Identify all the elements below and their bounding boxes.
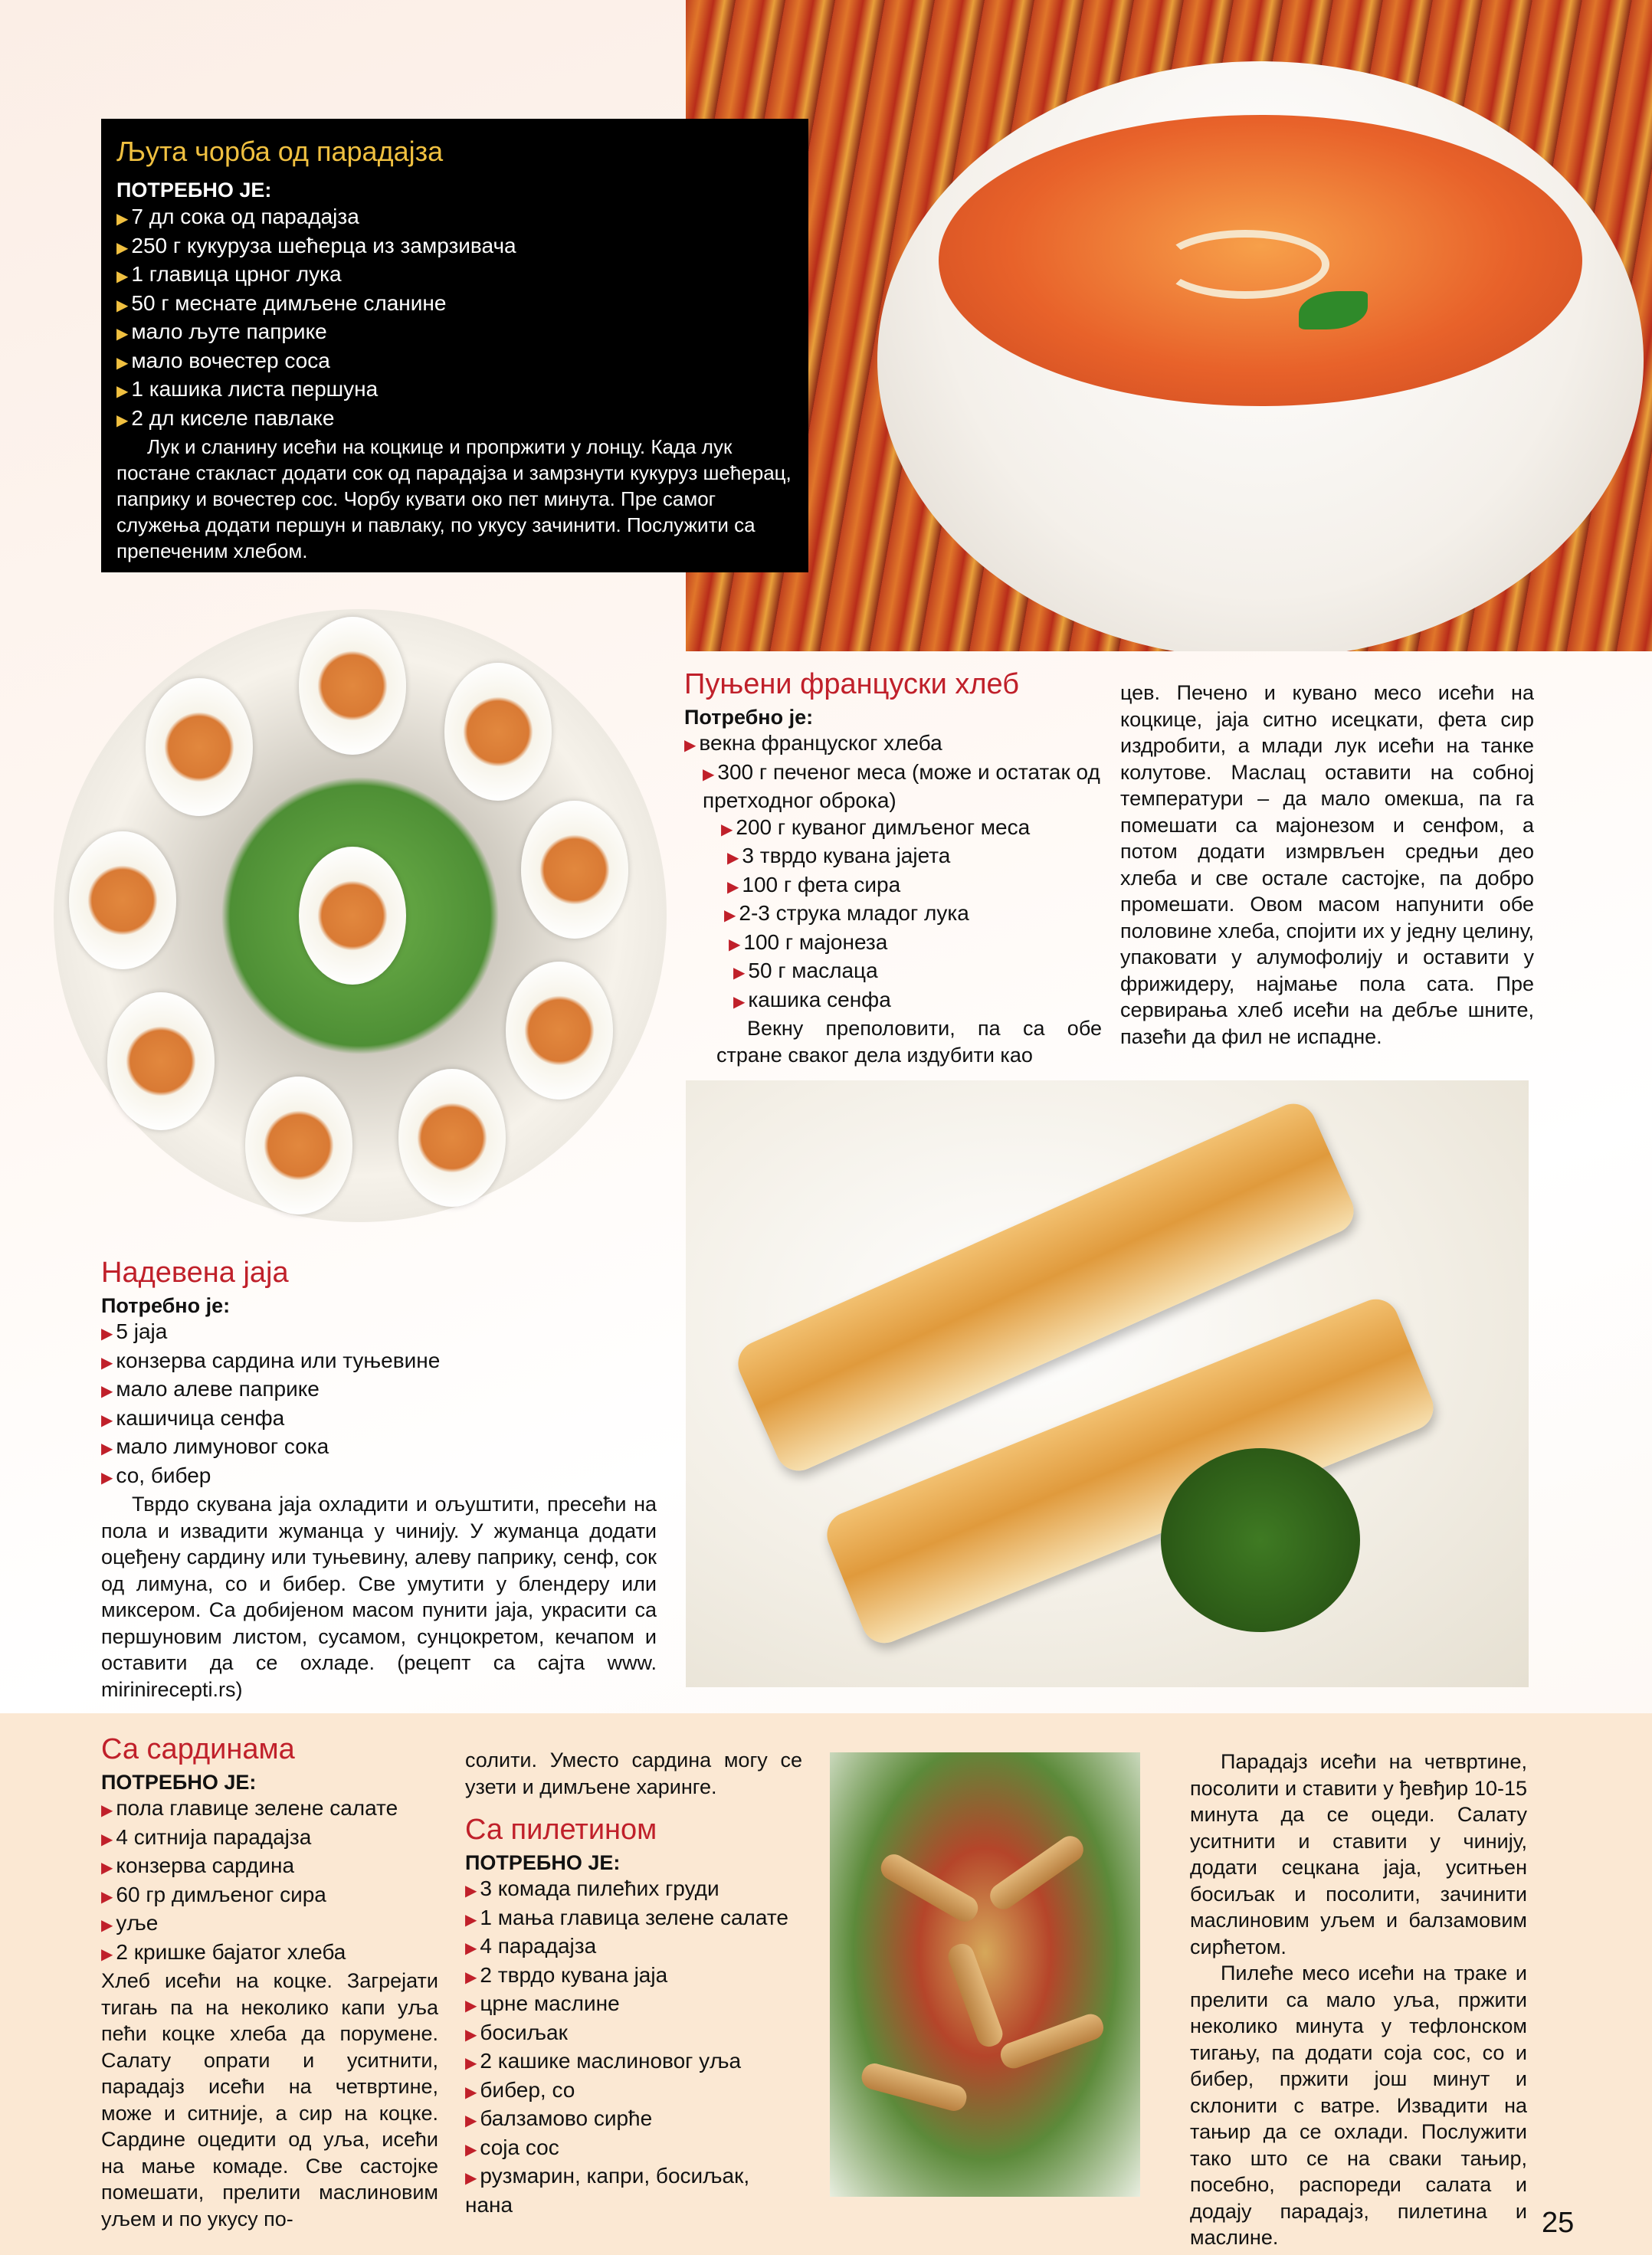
bullet-icon: ▶ [465,1940,477,1957]
bread-needed-label: Потребно је: [684,706,814,729]
list-item: ▶ 250 г кукуруза шећерца из замрзивача [116,233,516,257]
bullet-icon: ▶ [116,411,129,429]
tomato-soup-photo [686,0,1652,651]
list-item: ▶ рузмарин, капри, босиљак, нана [465,2164,750,2217]
list-item: ▶ 1 мања главица зелене салате [465,1905,788,1929]
list-item: ▶ 200 г куваног димљеног меса [721,814,1031,839]
list-item: ▶ кашичица сенфа [101,1405,285,1430]
bullet-icon: ▶ [116,268,129,285]
sardines-method-cont: солити. Уместо сардина могу се узети и димљене харинге. [465,1749,802,1798]
bullet-icon: ▶ [703,765,715,783]
list-item: ▶ векна француског хлеба [684,731,942,755]
egg-half [398,1069,506,1207]
bullet-icon: ▶ [116,239,129,257]
sardines-ingredients [101,1795,438,1968]
egg-half [69,831,176,969]
chicken-strip [945,1940,1006,2050]
bullet-icon: ▶ [465,2026,477,2044]
bread-ingredients [684,730,1102,1015]
eggs-needed-label: Потребно је: [101,1294,231,1317]
bullet-icon: ▶ [101,1917,113,1934]
bullet-icon: ▶ [721,821,733,838]
bread-title: Пуњени француски хлеб [684,668,1019,700]
bullet-icon: ▶ [465,1883,477,1899]
chicken-method-column [1190,1749,1527,2251]
bullet-icon: ▶ [116,326,129,343]
soup-ingredients [116,204,793,434]
chicken-strip [985,1831,1088,1914]
egg-half [107,992,215,1130]
eggs-recipe [101,1257,657,1703]
egg-half [506,962,613,1100]
egg-half [245,1077,352,1214]
eggs-ingredients [101,1319,657,1491]
chicken-salad-photo [830,1752,1140,2197]
stuffed-bread-photo [686,1080,1529,1687]
bullet-icon: ▶ [101,1888,113,1906]
chicken-method-p1: Парадајз исећи на четвртине, посолити и ставити у ђевђир 10-15 минута да се оцеди. Салату уситнити и ставити у чинију, додати сецкана јаја, уситњен босиљак и посолити, зачинити маслиновим уљем и балзамовим сирћетом. [1190,1750,1527,1958]
bullet-icon: ▶ [465,1911,477,1929]
list-item: ▶ 100 г мајонеза [729,929,888,954]
bullet-icon: ▶ [729,936,741,953]
eggs-title: Надевена јаја [101,1257,289,1289]
list-item: ▶ мало лимуновог сока [101,1434,329,1458]
list-item: ▶ бибер, со [465,2077,575,2102]
parsley-garnish [1161,1448,1360,1632]
soup-title: Љута чорба од парадајза [116,136,444,167]
list-item: ▶ 4 парадајза [465,1934,597,1958]
list-item: ▶ со, бибер [101,1463,211,1487]
list-item: ▶ 2 дл киселе павлаке [116,405,335,430]
bullet-icon: ▶ [116,297,129,314]
bullet-icon: ▶ [101,1383,113,1400]
bullet-icon: ▶ [116,211,129,228]
bullet-icon: ▶ [465,1998,477,2014]
list-item: ▶ кашика сенфа [733,987,891,1011]
egg-half [299,847,406,985]
bread-recipe-col2 [1120,680,1534,1050]
list-item: ▶ конзерва сардина [101,1853,295,1877]
list-item: ▶ мало алеве паприке [101,1377,320,1401]
list-item: ▶ пола главице зелене салате [101,1796,398,1820]
sardines-title: Са сардинама [101,1733,295,1765]
soup-method: Лук и сланину исећи на коцкице и пропржити у лонцу. Када лук постане стакласт додати сок од парадајза и замрзнути кукуруз шећерац, паприку и вочестер сос. Чорбу кувати око пет минута. Пре самог служења додати першун и павлаку, по укусу зачинити. Послужити са препеченим хлебом. [116,435,792,562]
chicken-ingredients [465,1876,802,2218]
bullet-icon: ▶ [101,1860,113,1876]
bullet-icon: ▶ [101,1831,113,1848]
list-item: ▶ 1 кашика листа першуна [116,377,379,401]
bullet-icon: ▶ [101,1469,113,1486]
list-item: ▶ 60 гр димљеног сира [101,1882,326,1906]
bread-method-start: Векну преполовити, па са обе стране сваког дела издубити као [716,1017,1102,1067]
bullet-icon: ▶ [733,993,746,1011]
bullet-icon: ▶ [101,1441,113,1457]
eggs-method: Тврдо скувана јаја охладити и ољуштити, пресећи на пола и извадити жуманца у чинију. У жуманца додати оцеђену сардину или туњевину, алеву паприку, сенф, сок од лимуна, со и бибер. Све умутити у блендеру или миксером. Са добијеном масом пунити јаја, украсити са першуновим листом, сусамом, сунцокретом, кечапом и оставити да се охладе. (рецепт са сајта www. mirinirecepti.rs) [101,1493,657,1701]
egg-half [299,617,406,755]
list-item: ▶ уље [101,1911,159,1935]
list-item: ▶ 3 комада пилећих груди [465,1876,719,1900]
bullet-icon: ▶ [727,878,739,896]
bread-recipe-col1 [684,668,1102,1068]
list-item: ▶ 2 кашике маслиновог уља [465,2049,742,2073]
bullet-icon: ▶ [101,1326,113,1342]
middle-column [465,1747,802,2218]
bullet-icon: ▶ [465,2112,477,2129]
chicken-strip [997,2011,1106,2072]
list-item: ▶ балзамово сирће [465,2106,653,2130]
cream-swirl [1161,230,1329,299]
list-item: ▶ 3 тврдо кувана јајета [727,844,951,867]
soup-recipe-box [101,119,808,572]
list-item: ▶ 7 дл сока од парадајза [116,205,359,228]
list-item: ▶ 5 јаја [101,1319,168,1343]
bullet-icon: ▶ [101,1411,113,1429]
bullet-icon: ▶ [727,850,739,867]
egg-half [521,801,628,939]
chicken-needed-label: ПОТРЕБНО ЈЕ: [465,1851,621,1874]
sardines-needed-label: ПОТРЕБНО ЈЕ: [101,1771,257,1794]
list-item: ▶ 1 главица црног лука [116,262,342,286]
list-item: ▶ соја сос [465,2135,559,2159]
chicken-method-p2: Пилеће месо исећи на траке и прелити са мало уља, пржити неколико минута у тефлонском тигању, па додати соја сос, со и бибер, пржити још минут и склонити с ватре. Извадити на тањир да се охлади. Послужити тако што се на сваки тањир, посебно, распореди салата и додају парадајз, пилетина и маслине. [1190,1962,1527,2249]
page-number: 25 [1542,2207,1575,2239]
sardines-method: Хлеб исећи на коцке. Загрејати тигањ па на неколико капи уља пећи коцке хлеба да порумене. Салату опрати и уситнити, парадајз исећи на четвртине, може и ситније, а сир на коцке. Сардине оцедити од уља, исећи на мање комаде. Све састојке помешати, прелити маслиновим уљем и по укусу по- [101,1969,438,2230]
bullet-icon: ▶ [724,907,736,924]
bullet-icon: ▶ [101,1802,113,1819]
bullet-icon: ▶ [733,965,746,982]
egg-half [146,678,253,816]
soup-needed-label: ПОТРЕБНО ЈЕ: [116,179,272,202]
list-item: ▶ 100 г фета сира [727,872,901,896]
bullet-icon: ▶ [465,2141,477,2158]
list-item: ▶ мало љуте паприке [116,320,327,343]
sardines-recipe [101,1733,438,2232]
list-item: ▶ босиљак [465,2020,568,2044]
bullet-icon: ▶ [101,1945,113,1963]
list-item: ▶ 2 кришке бајатог хлеба [101,1939,346,1964]
list-item: ▶ мало вочестер соса [116,348,330,372]
list-item: ▶ 300 г печеног меса (може и остатак од претходног оброка) [703,759,1100,812]
stuffed-eggs-photo [46,601,674,1237]
bullet-icon: ▶ [101,1354,113,1372]
chicken-strip [877,1850,982,1926]
bread-method-cont: цев. Печено и кувано месо исећи на коцкице, јаја ситно исецкати, фета сир издробити, а млади лук исећи на танке колутове. Маслац оставити на собној температури – да мало омекша, па га помешати са мајонезом и сенфом, а потом додати измрвљен средњи део хлеба и све остале састојке, па добро промешати. Овом масом напунити обе половине хлеба, спојити их у једну целину, упаковати у алумофолију и оставити у фрижидеру, најмање пола сата. Пре сервирања хлеб исећи на дебље шните, пазећи да фил не испадне. [1120,681,1534,1048]
bullet-icon: ▶ [465,2170,477,2187]
chicken-title: Са пилетином [465,1814,657,1846]
bullet-icon: ▶ [465,2055,477,2072]
bullet-icon: ▶ [465,2083,477,2101]
chicken-strip [859,2060,969,2113]
bullet-icon: ▶ [116,383,129,400]
list-item: ▶ 2-3 струка младог лука [724,901,969,925]
bullet-icon: ▶ [465,1968,477,1986]
list-item: ▶ 4 ситнија парадајза [101,1824,312,1849]
egg-half [444,663,552,801]
bullet-icon: ▶ [116,354,129,372]
list-item: ▶ црне маслине [465,1991,620,2015]
list-item: ▶ конзерва сардина или туњевине [101,1348,441,1372]
list-item: ▶ 50 г меснате димљене сланине [116,290,447,315]
bullet-icon: ▶ [684,737,697,754]
list-item: ▶ 2 тврдо кувана јаја [465,1962,668,1987]
list-item: ▶ 50 г маслаца [733,959,878,982]
